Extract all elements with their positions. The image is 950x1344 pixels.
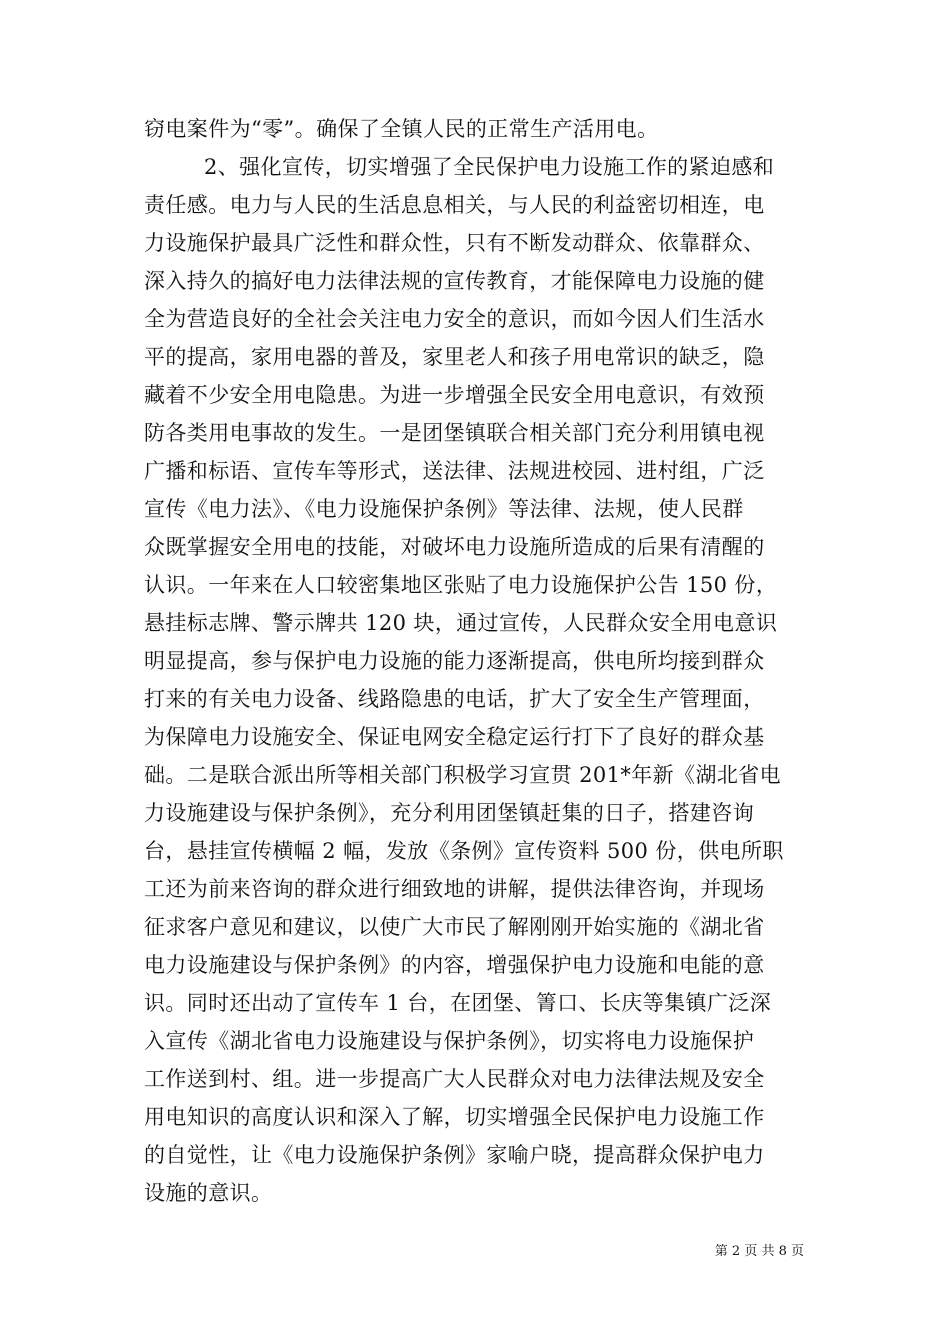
text-line: 为保障电力设施安全、保证电网安全稳定运行打下了良好的群众基 <box>144 725 765 749</box>
text-line: 广播和标语、宣传车等形式，送法律、法规进校园、进村组，广泛 <box>144 459 765 483</box>
text-line: 征求客户意见和建议，以使广大市民了解刚刚开始实施的《湖北省 <box>144 915 765 939</box>
text-line: 认识。一年来在人口较密集地区张贴了电力设施保护公告 150 份， <box>144 573 778 597</box>
text-line: 打来的有关电力设备、线路隐患的电话，扩大了安全生产管理面， <box>144 687 765 711</box>
text-line: 设施的意识。 <box>144 1181 273 1205</box>
text-line: 工还为前来咨询的群众进行细致地的讲解，提供法律咨询，并现场 <box>144 877 765 901</box>
text-line: 明显提高，参与保护电力设施的能力逐渐提高，供电所均接到群众 <box>144 649 765 673</box>
paragraph-start-line: 2、强化宣传，切实增强了全民保护电力设施工作的紧迫感和 <box>204 155 775 179</box>
text-line: 众既掌握安全用电的技能，对破坏电力设施所造成的后果有清醒的 <box>144 535 765 559</box>
text-line: 力设施保护最具广泛性和群众性，只有不断发动群众、依靠群众、 <box>144 231 765 255</box>
text-line: 平的提高，家用电器的普及，家里老人和孩子用电常识的缺乏，隐 <box>144 345 765 369</box>
body-text <box>144 110 804 1212</box>
text-line: 全为营造良好的全社会关注电力安全的意识，而如今因人们生活水 <box>144 307 765 331</box>
text-line: 深入持久的搞好电力法律法规的宣传教育，才能保障电力设施的健 <box>144 269 765 293</box>
text-line: 识。同时还出动了宣传车 1 台，在团堡、箐口、长庆等集镇广泛深 <box>144 991 772 1015</box>
page-number-footer: 第 2 页 共 8 页 <box>714 1244 804 1259</box>
text-line: 窃电案件为“零”。确保了全镇人民的正常生产活用电。 <box>144 117 659 141</box>
text-line: 责任感。电力与人民的生活息息相关，与人民的利益密切相连，电 <box>144 193 765 217</box>
text-line: 藏着不少安全用电隐患。为进一步增强全民安全用电意识，有效预 <box>144 383 765 407</box>
text-line: 工作送到村、组。进一步提高广大人民群众对电力法律法规及安全 <box>144 1067 765 1091</box>
text-line: 悬挂标志牌、警示牌共 120 块，通过宣传，人民群众安全用电意识 <box>144 611 778 635</box>
text-line: 防各类用电事故的发生。一是团堡镇联合相关部门充分利用镇电视 <box>144 421 765 445</box>
text-line: 入宣传《湖北省电力设施建设与保护条例》，切实将电力设施保护 <box>144 1029 755 1053</box>
text-line: 台，悬挂宣传横幅 2 幅，发放《条例》宣传资料 500 份，供电所职 <box>144 839 784 863</box>
text-line: 宣传《电力法》、《电力设施保护条例》等法律、法规，使人民群 <box>144 497 744 521</box>
text-line: 用电知识的高度认识和深入了解，切实增强全民保护电力设施工作 <box>144 1105 765 1129</box>
text-line: 力设施建设与保护条例》，充分利用团堡镇赶集的日子，搭建咨询 <box>144 801 755 825</box>
text-line: 础。二是联合派出所等相关部门积极学习宣贯 201*年新《湖北省电 <box>144 763 782 787</box>
text-line: 的自觉性，让《电力设施保护条例》家喻户晓，提高群众保护电力 <box>144 1143 765 1167</box>
text-line: 电力设施建设与保护条例》的内容，增强保护电力设施和电能的意 <box>144 953 765 977</box>
